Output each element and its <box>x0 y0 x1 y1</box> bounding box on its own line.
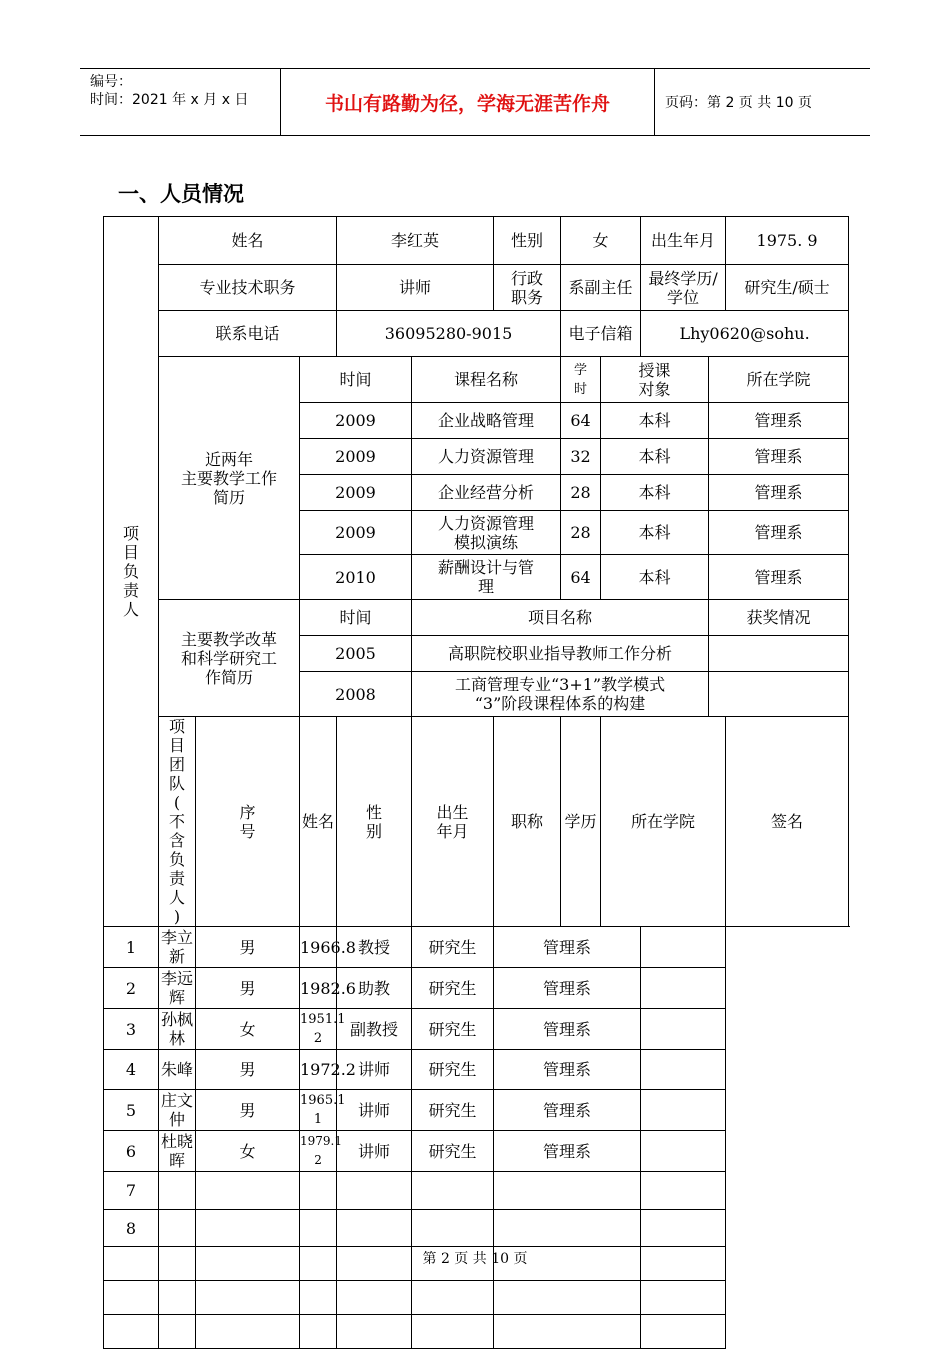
leader-admin: 系副主任 <box>561 265 641 311</box>
leader-name: 李红英 <box>337 217 494 265</box>
degree-label: 最终学历/ 学位 <box>641 265 726 311</box>
team-cell: 1965.1 1 <box>300 1090 337 1131</box>
leader-phone: 36095280-9015 <box>337 311 561 357</box>
team-cell: 女 <box>196 1131 300 1172</box>
teaching-cell: 本科 <box>601 555 709 600</box>
team-cell: 8 <box>104 1210 159 1247</box>
team-cell <box>300 1210 337 1247</box>
teaching-header: 学 时 <box>561 357 601 403</box>
research-cell: 高职院校职业指导教师工作分析 <box>412 636 709 672</box>
team-cell <box>494 1281 641 1315</box>
team-cell <box>641 927 726 968</box>
teaching-cell: 管理系 <box>709 439 849 475</box>
team-row <box>104 1009 849 1050</box>
research-header: 获奖情况 <box>709 600 849 636</box>
team-cell: 管理系 <box>494 927 641 968</box>
team-cell: 管理系 <box>494 1009 641 1050</box>
team-cell: 男 <box>196 968 300 1009</box>
team-cell: 庄文仲 <box>159 1090 196 1131</box>
leader-side-label: 项 目 负 责 人 <box>104 217 159 927</box>
team-row <box>104 1210 849 1247</box>
team-cell: 研究生 <box>412 1050 494 1090</box>
team-row <box>104 968 849 1009</box>
research-cell: 2005 <box>300 636 412 672</box>
team-cell: 男 <box>196 1090 300 1131</box>
team-header: 出生 年月 <box>412 717 494 927</box>
teaching-cell: 管理系 <box>709 511 849 555</box>
teaching-cell: 本科 <box>601 439 709 475</box>
time-label: 时间：2021 年 x 月 x 日 <box>90 92 249 108</box>
leader-email: Lhy0620@sohu. <box>641 311 849 357</box>
leader-degree: 研究生/硕士 <box>726 265 849 311</box>
team-cell: 研究生 <box>412 927 494 968</box>
teaching-label: 近两年 主要教学工作 简历 <box>159 357 300 600</box>
team-cell <box>641 1210 726 1247</box>
team-cell <box>337 1281 412 1315</box>
teaching-cell: 企业战略管理 <box>412 403 561 439</box>
team-cell: 李立新 <box>159 927 196 968</box>
team-cell: 1951.1 2 <box>300 1009 337 1050</box>
team-cell <box>337 1315 412 1349</box>
teaching-cell: 64 <box>561 403 601 439</box>
team-cell <box>641 968 726 1009</box>
team-cell <box>641 1131 726 1172</box>
team-header: 性 别 <box>337 717 412 927</box>
team-cell <box>159 1172 196 1210</box>
team-cell: 朱峰 <box>159 1050 196 1090</box>
research-label: 主要教学改革 和科学研究工 作简历 <box>159 600 300 717</box>
phone-label: 联系电话 <box>159 311 337 357</box>
team-cell: 1982.6 <box>300 968 337 1009</box>
team-header: 所在学院 <box>601 717 726 927</box>
team-cell: 管理系 <box>494 1050 641 1090</box>
team-row <box>104 1050 849 1090</box>
team-cell <box>104 1315 159 1349</box>
team-cell: 3 <box>104 1009 159 1050</box>
leader-row-1 <box>104 217 849 265</box>
team-cell: 7 <box>104 1172 159 1210</box>
team-header: 序 号 <box>196 717 300 927</box>
team-cell <box>300 1281 337 1315</box>
teaching-cell: 管理系 <box>709 403 849 439</box>
teaching-cell: 管理系 <box>709 555 849 600</box>
team-cell <box>196 1172 300 1210</box>
team-cell: 杜晓晖 <box>159 1131 196 1172</box>
team-cell <box>641 1281 726 1315</box>
team-header: 职称 <box>494 717 561 927</box>
teaching-header: 授课 对象 <box>601 357 709 403</box>
teaching-cell: 32 <box>561 439 601 475</box>
gender-label: 性别 <box>494 217 561 265</box>
leader-row-2 <box>104 265 849 311</box>
team-cell <box>159 1210 196 1247</box>
team-cell <box>641 1050 726 1090</box>
header-motto: 书山有路勤为径，学海无涯苦作舟 <box>324 92 610 115</box>
teaching-header: 所在学院 <box>709 357 849 403</box>
team-cell <box>196 1281 300 1315</box>
team-cell: 研究生 <box>412 1090 494 1131</box>
team-row <box>104 1090 849 1131</box>
personnel-table <box>103 216 849 1349</box>
research-cell: 2008 <box>300 672 412 717</box>
team-cell <box>641 1090 726 1131</box>
team-cell: 1972.2 <box>300 1050 337 1090</box>
team-cell <box>337 1210 412 1247</box>
team-cell: 管理系 <box>494 968 641 1009</box>
email-label: 电子信箱 <box>561 311 641 357</box>
section-title: 一、人员情况 <box>118 182 244 206</box>
team-cell <box>300 1315 337 1349</box>
team-rows <box>104 927 849 1349</box>
research-cell: 工商管理专业“3+1”教学模式 “3”阶段课程体系的构建 <box>412 672 709 717</box>
header-divider <box>654 69 655 135</box>
teaching-cell: 64 <box>561 555 601 600</box>
team-cell: 讲师 <box>337 1131 412 1172</box>
team-cell <box>412 1315 494 1349</box>
team-cell <box>337 1172 412 1210</box>
team-cell: 研究生 <box>412 1009 494 1050</box>
page-header <box>80 68 870 136</box>
team-cell: 孙枫林 <box>159 1009 196 1050</box>
research-header: 项目名称 <box>412 600 709 636</box>
team-cell <box>641 1009 726 1050</box>
team-cell: 1966.8 <box>300 927 337 968</box>
team-cell: 4 <box>104 1050 159 1090</box>
teaching-cell: 人力资源管理 模拟演练 <box>412 511 561 555</box>
teaching-cell: 2009 <box>300 475 412 511</box>
team-cell: 研究生 <box>412 1131 494 1172</box>
team-cell <box>196 1315 300 1349</box>
name-label: 姓名 <box>159 217 337 265</box>
team-cell: 讲师 <box>337 1050 412 1090</box>
team-cell <box>300 1172 337 1210</box>
teaching-cell: 2009 <box>300 439 412 475</box>
teaching-header-row <box>104 357 849 403</box>
teaching-cell: 本科 <box>601 511 709 555</box>
team-cell <box>196 1210 300 1247</box>
teaching-cell: 2010 <box>300 555 412 600</box>
team-row <box>104 927 849 968</box>
teaching-header: 课程名称 <box>412 357 561 403</box>
research-header: 时间 <box>300 600 412 636</box>
team-cell <box>494 1172 641 1210</box>
team-cell <box>159 1315 196 1349</box>
team-cell: 女 <box>196 1009 300 1050</box>
leader-gender: 女 <box>561 217 641 265</box>
team-cell: 讲师 <box>337 1090 412 1131</box>
teaching-header: 时间 <box>300 357 412 403</box>
team-header: 姓名 <box>300 717 337 927</box>
team-cell <box>104 1281 159 1315</box>
team-cell: 5 <box>104 1090 159 1131</box>
team-header-row <box>104 717 849 927</box>
leader-birth: 1975. 9 <box>726 217 849 265</box>
team-header: 签名 <box>726 717 849 927</box>
team-cell: 6 <box>104 1131 159 1172</box>
team-cell: 1979.1 2 <box>300 1131 337 1172</box>
research-cell <box>709 636 849 672</box>
team-cell <box>412 1281 494 1315</box>
leader-title: 讲师 <box>337 265 494 311</box>
team-cell: 2 <box>104 968 159 1009</box>
teaching-cell: 本科 <box>601 403 709 439</box>
team-cell: 李远辉 <box>159 968 196 1009</box>
teaching-cell: 28 <box>561 475 601 511</box>
teaching-cell: 28 <box>561 511 601 555</box>
header-meta <box>90 73 248 109</box>
teaching-cell: 本科 <box>601 475 709 511</box>
team-cell <box>412 1210 494 1247</box>
team-cell <box>494 1210 641 1247</box>
team-cell: 管理系 <box>494 1090 641 1131</box>
team-cell: 男 <box>196 927 300 968</box>
number-label: 编号： <box>90 74 132 90</box>
team-header: 学历 <box>561 717 601 927</box>
team-cell <box>641 1172 726 1210</box>
team-cell: 助教 <box>337 968 412 1009</box>
team-cell <box>412 1172 494 1210</box>
title-label: 专业技术职务 <box>159 265 337 311</box>
research-header-row <box>104 600 849 636</box>
teaching-cell: 管理系 <box>709 475 849 511</box>
leader-row-3 <box>104 311 849 357</box>
teaching-cell: 企业经营分析 <box>412 475 561 511</box>
team-cell <box>641 1315 726 1349</box>
team-cell: 研究生 <box>412 968 494 1009</box>
birth-label: 出生年月 <box>641 217 726 265</box>
team-cell <box>494 1315 641 1349</box>
team-row <box>104 1315 849 1349</box>
teaching-cell: 2009 <box>300 511 412 555</box>
page-footer: 第 2 页 共 10 页 <box>422 1251 528 1267</box>
admin-label: 行政 职务 <box>494 265 561 311</box>
team-cell: 管理系 <box>494 1131 641 1172</box>
teaching-cell: 2009 <box>300 403 412 439</box>
teaching-cell: 人力资源管理 <box>412 439 561 475</box>
team-cell: 1 <box>104 927 159 968</box>
team-cell: 男 <box>196 1050 300 1090</box>
research-cell <box>709 672 849 717</box>
team-cell <box>159 1281 196 1315</box>
team-cell: 教授 <box>337 927 412 968</box>
header-page-info: 页码：第 2 页 共 10 页 <box>665 95 812 111</box>
team-row <box>104 1131 849 1172</box>
team-row <box>104 1281 849 1315</box>
team-cell: 副教授 <box>337 1009 412 1050</box>
teaching-cell: 薪酬设计与管 理 <box>412 555 561 600</box>
team-row <box>104 1172 849 1210</box>
team-side-label: 项 目 团 队 ( 不 含 负 责 人 ) <box>159 717 196 927</box>
